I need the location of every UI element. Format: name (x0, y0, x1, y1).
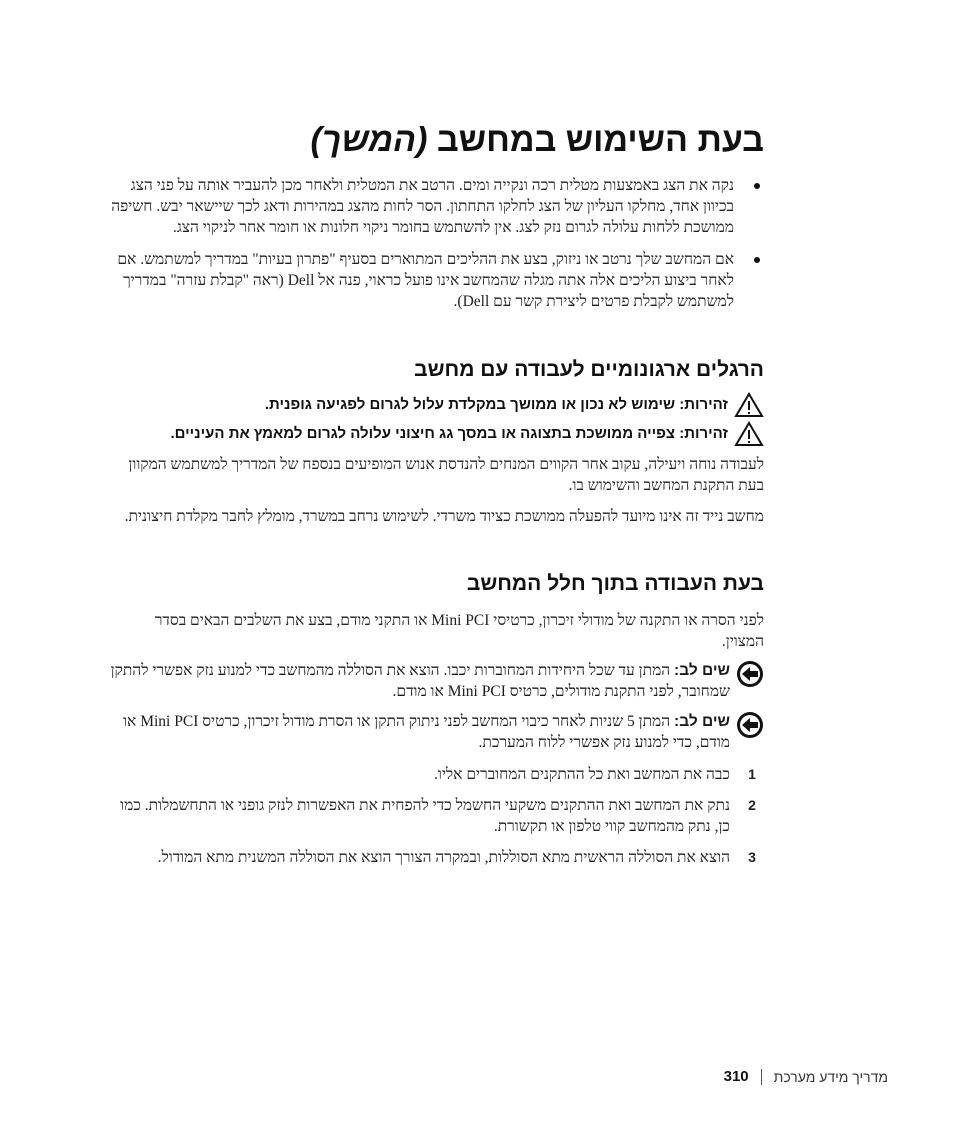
bullet-list (109, 175, 764, 323)
steps-list (109, 764, 764, 878)
notice-arrow-icon (736, 711, 764, 739)
notice-2 (110, 711, 764, 753)
page-title (311, 118, 764, 162)
step-number: 1 (748, 766, 756, 782)
inside-intro-paragraph: לפני הסרה או התקנה של מודולי זיכרון, כרטיסי Mini PCI או התקני מודם, בצע את השלבים הבאים בסדר המצוין. (154, 612, 764, 650)
step-item (109, 764, 764, 785)
step-number: 3 (748, 849, 756, 865)
warning-triangle-icon (734, 392, 764, 418)
page-title-paren: (המשך) (310, 121, 428, 159)
page-title-main: בעת השימוש במחשב (436, 121, 764, 159)
notice-text: המתן עד שכל היחידות המחוברות יכבו. הוצא את הסוללה מהמחשב כדי למנוע נזק אפשרי להתקן שמחובר, לפני התקנת מודולים, כרטיס Mini PCI או מודם. (110, 662, 730, 700)
notice-arrow-icon (736, 660, 764, 688)
step-text: נתק את המחשב ואת ההתקנים משקעי החשמל כדי להפחית את האפשרות לנזק גופני או התחשמלות. כמו כן, נתק מהמחשב קווי טלפון או תקשורת. (120, 797, 730, 835)
section-heading-inside-computer: בעת העבודה בתוך חלל המחשב (466, 572, 764, 595)
warning-display (170, 421, 764, 447)
step-item (109, 847, 764, 868)
step-item (109, 795, 764, 837)
bullet-dot-icon (754, 183, 760, 189)
warning-text: זהירות: צפייה ממושכת בתצוגה או במסך גג חיצוני עלולה לגרום למאמץ את העיניים. (170, 425, 728, 442)
notice-label: שים לב: (674, 662, 730, 679)
page-footer (724, 1068, 888, 1085)
notice-1 (110, 660, 764, 702)
warning-text: זהירות: שימוש לא נכון או ממושך במקלדת עלול לגרום לפגיעה גופנית. (264, 396, 728, 413)
notice-text: המתן 5 שניות לאחר כיבוי המחשב לפני ניתוק התקן או הסרת מודול זיכרון, כרטיס Mini PCI או מודם, כדי למנוע נזק אפשרי ללוח המערכת. (123, 713, 730, 751)
footer-divider (761, 1069, 762, 1085)
bullet-item (109, 249, 764, 312)
bullet-text: נקה את הצג באמצעות מטלית רכה ונקייה ומים. הרטב את המטלית ולאחר מכן להעביר אותה על פני הצג בכיוון אחד, מחלקו העליון של הצג לחלקו התחתון. הסר לחות מהצג במהירות ודאג לכך שיישאר יבש. חשיפה ממושכת ללחות עלולה לגרום נזק לצג. אין להשתמש בחומר ניקוי חלונות או חומר אחר לניקוי הצג. (111, 177, 734, 236)
bullet-text: אם המחשב שלך נרטב או ניזוק, בצע את ההליכים המתוארים בסעיף "פתרון בעיות" במדריך למשתמש. אם לאחר ביצוע הליכים אלה אתה מגלה שהמחשב אינו פועל כראוי, פנה אל Dell (ראה "קבלת עזרה" במדריך למשתמש לקבלת פרטים ליצירת קשר עם Dell). (117, 251, 734, 310)
step-text: הוצא את הסוללה הראשית מתא הסוללות, ובמקרה הצורך הוצא את הסוללה המשנית מתא המודול. (157, 849, 730, 866)
warning-triangle-icon (734, 421, 764, 447)
page-number: 310 (723, 1068, 749, 1085)
section-heading-ergonomics: הרגלים ארגונומיים לעבודה עם מחשב (414, 358, 764, 381)
ergonomics-paragraph: לעבודה נוחה ויעילה, עקוב אחר הקווים המנחים להנדסת אנוש המופיעים בנספח של המדריך למשתמש המקוון בעת התקנת המחשב והשימוש בו. (128, 456, 764, 494)
ergonomics-paragraph: מחשב נייד זה אינו מיועד להפעלה ממושכת כציוד משרדי. לשימוש נרחב במשרד, מומלץ לחבר מקלדת חיצונית. (124, 508, 764, 525)
bullet-item (109, 175, 764, 238)
bullet-dot-icon (754, 257, 760, 263)
footer-label: מדריך מידע מערכת (773, 1068, 888, 1085)
notice-label: שים לב: (674, 713, 730, 730)
warning-keyboard (265, 392, 764, 418)
step-text: כבה את המחשב ואת כל ההתקנים המחוברים אליו. (434, 766, 730, 783)
step-number: 2 (748, 797, 756, 813)
